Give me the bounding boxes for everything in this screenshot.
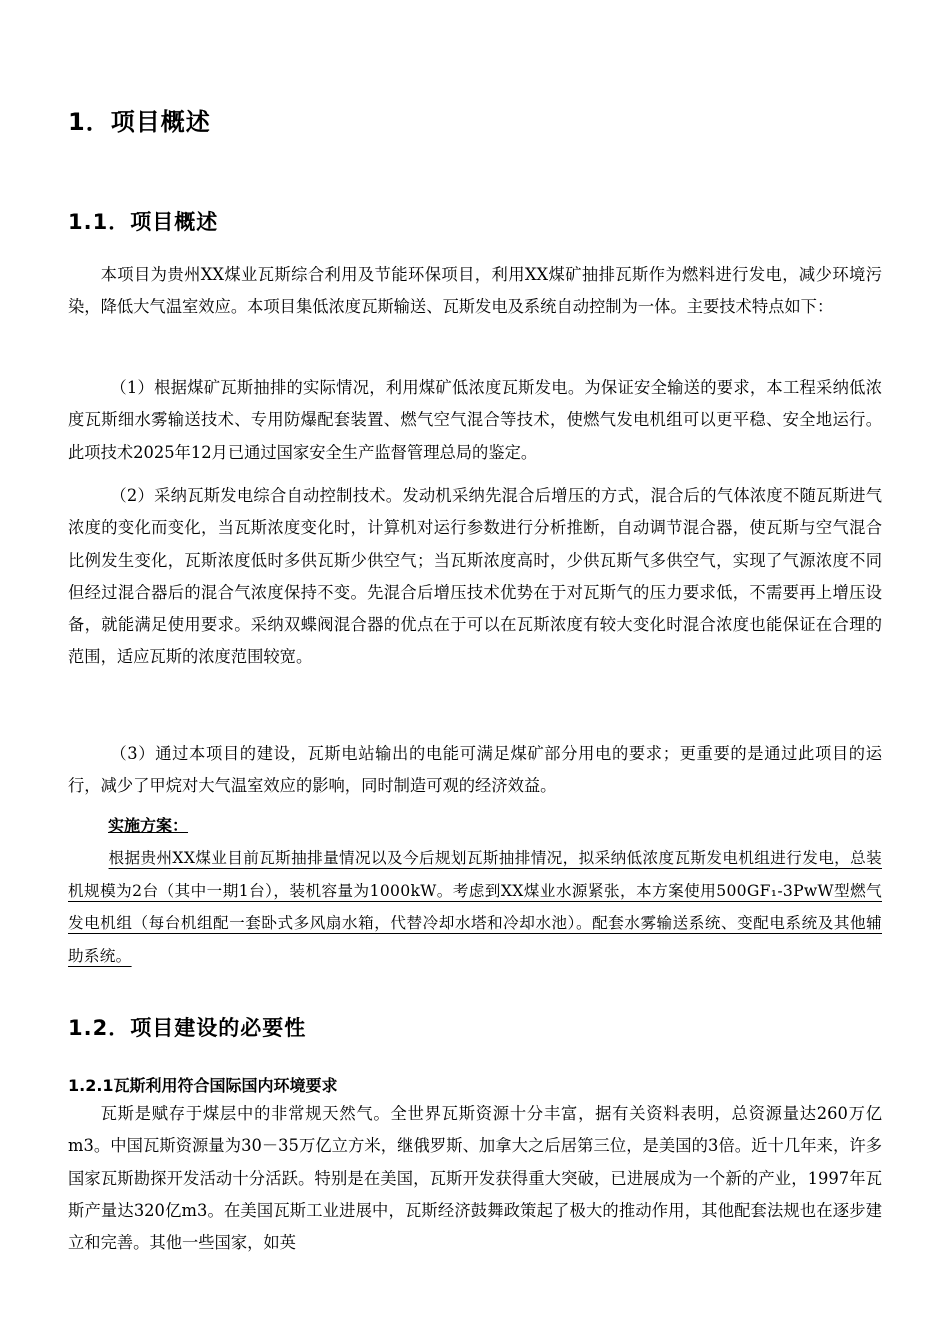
subsection-heading-1-2-1: 1.2.1瓦斯利用符合国际国内环境要求	[68, 1076, 338, 1095]
intro-paragraph: 本项目为贵州XX煤业瓦斯综合利用及节能环保项目，利用XX煤矿抽排瓦斯作为燃料进行发电，减少环境污染，降低大气温室效应。本项目集低浓度瓦斯输送、瓦斯发电及系统自动控制为一体。主要技术特点如下：	[68, 265, 882, 317]
implementation-plan-title: 实施方案：	[108, 816, 189, 835]
section-heading-1-2: 1.2．项目建设的必要性	[68, 1016, 307, 1040]
implementation-plan-text	[68, 842, 882, 972]
feature-point-1: （1）根据煤矿瓦斯抽排的实际情况，利用煤矿低浓度瓦斯发电。为保证安全输送的要求，本工程采纳低浓度瓦斯细水雾输送技术、专用防爆配套装置、燃气空气混合等技术，使燃气发电机组可以更平稳、安全地运行。此项技术2025年12月已通过国家安全生产监督管理总局的鉴定。	[68, 378, 882, 462]
feature-point-2: （2）采纳瓦斯发电综合自动控制技术。发动机采纳先混合后增压的方式，混合后的气体浓度不随瓦斯进气浓度的变化而变化，当瓦斯浓度变化时，计算机对运行参数进行分析推断，自动调节混合器，使瓦斯与空气混合比例发生变化，瓦斯浓度低时多供瓦斯少供空气；当瓦斯浓度高时，少供瓦斯气多供空气，实现了气源浓度不同但经过混合器后的混合气浓度保持不变。先混合后增压技术优势在于对瓦斯气的压力要求低，不需要再上增压设备，就能满足使用要求。采纳双蝶阀混合器的优点在于可以在瓦斯浓度有较大变化时混合浓度也能保证在合理的范围，适应瓦斯的浓度范围较宽。	[68, 486, 882, 667]
necessity-paragraph: 瓦斯是赋存于煤层中的非常规天然气。全世界瓦斯资源十分丰富，据有关资料表明，总资源量达260万亿m3。中国瓦斯资源量为30－35万亿立方米，继俄罗斯、加拿大之后居第三位，是美国的3倍。近十几年来，许多国家瓦斯勘探开发活动十分活跃。特别是在美国，瓦斯开发获得重大突破，已进展成为一个新的产业，1997年瓦斯产量达320亿m3。在美国瓦斯工业进展中，瓦斯经济鼓舞政策起了极大的推动作用，其他配套法规也在逐步建立和完善。其他一些国家，如英	[68, 1104, 882, 1253]
implementation-plan-text-span: 根据贵州XX煤业目前瓦斯抽排量情况以及今后规划瓦斯抽排情况，拟采纳低浓度瓦斯发电机组进行发电，总装机规模为2台（其中一期1台），装机容量为1000kW。考虑到XX煤业水源紧张，本方案使用500GF₁-3PwW型燃气发电机组（每台机组配一套卧式多风扇水箱，代替冷却水塔和冷却水池）。配套水雾输送系统、变配电系统及其他辅助系统。	[68, 849, 882, 965]
section-heading-1-1: 1.1．项目概述	[68, 210, 219, 234]
feature-point-3: （3）通过本项目的建设，瓦斯电站输出的电能可满足煤矿部分用电的要求；更重要的是通过此项目的运行，减少了甲烷对大气温室效应的影响，同时制造可观的经济效益。	[68, 744, 882, 796]
chapter-heading: 1．项目概述	[68, 108, 211, 136]
